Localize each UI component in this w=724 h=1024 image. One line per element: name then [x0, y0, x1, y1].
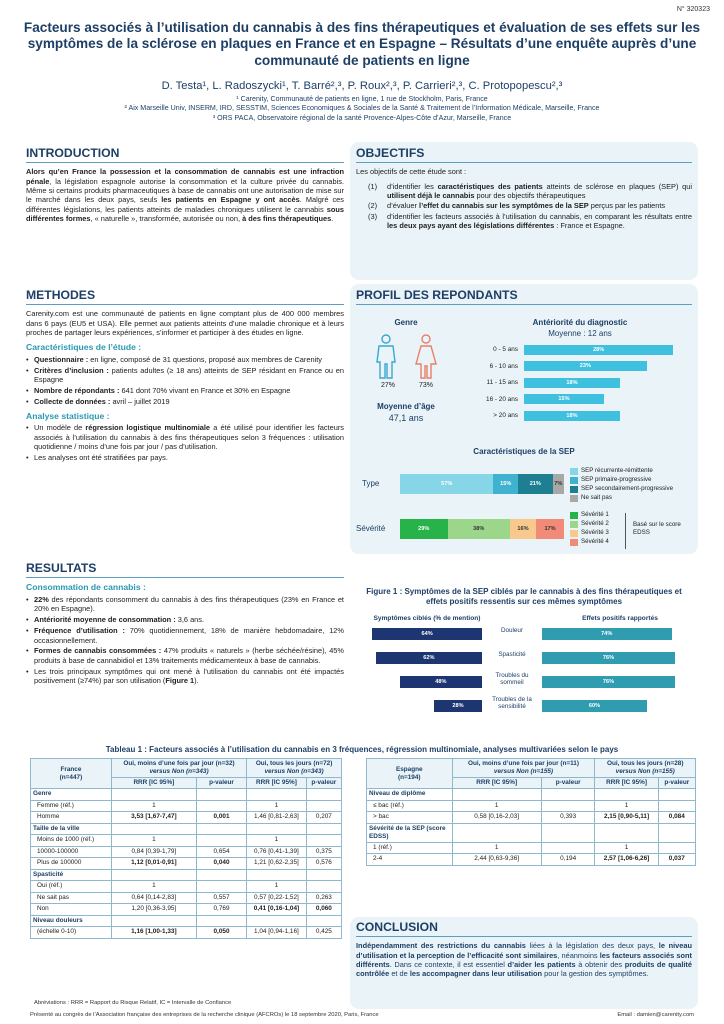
- table-row: [31, 858, 342, 870]
- table-cell: 0,654: [196, 846, 246, 858]
- resultats-list: [26, 595, 344, 686]
- objectifs-list: [356, 182, 692, 231]
- table-row-label: Homme: [31, 812, 112, 824]
- list-item: • 22% des répondants consomment du cannabis à des fins thérapeutiques (23% en France et 20% en Espagne).: [26, 595, 344, 614]
- tick-label: 11 - 15 ans: [486, 379, 518, 386]
- bar-effets: 60%: [542, 700, 647, 712]
- introduction-heading: INTRODUCTION: [26, 146, 344, 163]
- table-cell: 0,084: [658, 812, 695, 824]
- table-row: [31, 904, 342, 916]
- legend-label: Sévérité 1: [581, 511, 609, 518]
- tick-label: 0 - 5 ans: [493, 346, 518, 353]
- list-item: • Les analyses ont été stratifiées par pays.: [26, 453, 344, 462]
- table-cell: [196, 835, 246, 847]
- table-row-label: 2-4: [367, 854, 453, 866]
- table-row-label: Femme (réf.): [31, 800, 112, 812]
- poster-number: N° 320323: [676, 6, 710, 13]
- table-header-country: Espagne (n=194): [367, 759, 453, 789]
- gender-figures: [366, 334, 452, 380]
- table-group-label: Niveau douleurs: [31, 915, 112, 927]
- figure1-left-title: Symptômes ciblés (% de mention): [373, 615, 481, 622]
- male-icon: [377, 335, 395, 378]
- legend-swatch: [570, 539, 578, 546]
- footer-email: Email : damien@carenity.com: [617, 1012, 694, 1018]
- anteriorite-title: Antériorité du diagnostic: [532, 318, 628, 327]
- female-icon: [416, 335, 436, 378]
- age-label: Moyenne d’âge: [377, 402, 435, 411]
- age-value: 47,1 ans: [388, 413, 424, 423]
- objectifs-lead: Les objectifs de cette étude sont :: [356, 167, 467, 177]
- figure1-right-title: Effets positifs rapportés: [582, 615, 658, 622]
- table-row: [367, 800, 696, 812]
- table-cell: [196, 869, 246, 881]
- legend-swatch: [570, 477, 578, 484]
- table-row-label: Oui (réf.): [31, 881, 112, 893]
- table-cell: 1: [111, 835, 196, 847]
- table-subheader: RRR [IC 95%]: [595, 778, 658, 789]
- stacked-segment: 16%: [510, 519, 536, 539]
- affiliations: [20, 95, 704, 123]
- table-subheader: p-valeur: [541, 778, 595, 789]
- stacked-segment: 38%: [448, 519, 510, 539]
- table-row-label: 10000-100000: [31, 846, 112, 858]
- legend-entry: [570, 520, 630, 528]
- table-cell: [111, 915, 196, 927]
- consommation-subheading: Consommation de cannabis :: [26, 582, 146, 593]
- table-cell: 0,58 [0,16-2,03]: [452, 812, 541, 824]
- legend-label: SEP secondairement-progressive: [581, 485, 674, 492]
- legend-label: SEP récurrente-rémittente: [581, 467, 653, 474]
- legend-label: Sévérité 2: [581, 520, 609, 527]
- table-cell: 0,375: [306, 846, 341, 858]
- table-cell: [595, 823, 658, 842]
- resultats-heading: RESULTATS: [26, 561, 344, 578]
- introduction-text: Alors qu’en France la possession et la consommation de cannabis est une infraction pénale, la législation espagnole autorise la consommation et la culture privée du cannabis. Même si certains produits pharmaceutiques à base de cannabis ont une autorisation de mise sur le marché dans les deux pays, seuls les patients en Espagne y ont accès. Malgré ces différentes législations, les patients atteints de maladies chroniques utilisent le cannabis sous différentes formes, « naturelle », transformée, autorisée ou non, à des fins thérapeutiques.: [26, 167, 344, 224]
- table-row: [31, 892, 342, 904]
- table-row-label: Ne sait pas: [31, 892, 112, 904]
- bar: 15%: [524, 394, 604, 404]
- list-item: • Collecte de données : avril – juillet 2019: [26, 397, 344, 406]
- severite-label: Sévérité: [356, 524, 386, 533]
- profil-heading: PROFIL DES REPONDANTS: [356, 288, 692, 305]
- table-cell: 0,41 [0,16-1,04]: [247, 904, 307, 916]
- figure1-chart: [356, 626, 696, 724]
- espagne-table-wrap: [366, 758, 696, 866]
- table-cell: 0,040: [196, 858, 246, 870]
- table-cell: [196, 881, 246, 893]
- table-caption: Tableau 1 : Facteurs associés à l’utilisation du cannabis en 3 fréquences, régression multinomiale, analyses multivariées selon le pays: [105, 745, 619, 754]
- table-cell: 1,16 [1,00-1,33]: [111, 927, 196, 939]
- table-header-group: [111, 759, 246, 778]
- objectifs-heading: OBJECTIFS: [356, 146, 692, 163]
- table-row: [31, 915, 342, 927]
- type-label: Type: [362, 479, 380, 488]
- table-cell: [541, 842, 595, 854]
- table-cell: 1: [595, 800, 658, 812]
- table-group-label: Niveau de diplôme: [367, 789, 453, 801]
- table-cell: [111, 789, 196, 801]
- list-item: • Questionnaire : en ligne, composé de 31 questions, proposé aux membres de Carenity: [26, 355, 344, 364]
- table-cell: 2,15 [0,90-5,11]: [595, 812, 658, 824]
- table-cell: 0,557: [196, 892, 246, 904]
- list-item: • Formes de cannabis consommées : 47% produits « naturels » (herbe séchée/résine), 45% produits à base de cannabidiol et 13% traitements médicamenteux à base de cannabis.: [26, 646, 344, 665]
- tick-label: > 20 ans: [493, 412, 518, 419]
- methodes-heading: METHODES: [26, 288, 344, 305]
- list-item: • Un modèle de régression logistique multinomiale a été utilisé pour identifier les facteurs associés à l’utilisation du cannabis à des fins thérapeutiques selon 3 fréquences : utilisation quotidienne / moins d’une fois par jour / pas d’utilisation.: [26, 423, 344, 451]
- severite-legend: [570, 511, 630, 547]
- objectif-item: (3) d’identifier les facteurs associés à l’utilisation du cannabis, en comparant les résultats entre les deux pays ayant des législations différentes : France et Espagne.: [368, 211, 692, 231]
- table-row-label: ≤ bac (réf.): [367, 800, 453, 812]
- table-row-label: > bac: [367, 812, 453, 824]
- table-row: [31, 823, 342, 835]
- severite-bracket: [625, 513, 626, 549]
- table-cell: [658, 800, 695, 812]
- type-stacked-bar: [400, 474, 564, 494]
- table-cell: 1,12 [0,01-0,91]: [111, 858, 196, 870]
- table-row: [31, 881, 342, 893]
- female-percent: 73%: [418, 382, 433, 389]
- versus-label: versus Non (n=343): [149, 768, 209, 775]
- carac-title: Caractéristiques de la SEP: [473, 447, 575, 456]
- table-cell: 1: [247, 881, 307, 893]
- anteriorite-chart: [462, 344, 698, 428]
- table-cell: [247, 915, 307, 927]
- table-cell: 0,060: [306, 904, 341, 916]
- table-cell: 1: [111, 881, 196, 893]
- table-row-label: 1 (réf.): [367, 842, 453, 854]
- group-label: Oui, tous les jours (n=28): [606, 760, 684, 767]
- table-cell: [111, 869, 196, 881]
- bar: 18%: [524, 411, 620, 421]
- table-row: [367, 823, 696, 842]
- table-group-label: Sévérité de la SEP (score EDSS): [367, 823, 453, 842]
- table-cell: [196, 823, 246, 835]
- authors: D. Testa¹, L. Radoszycki¹, T. Barré²,³, P. Roux²,³, P. Carrieri²,³, C. Protopopescu²,³: [161, 80, 563, 92]
- etude-subheading: Caractéristiques de l’étude :: [26, 342, 142, 353]
- table-row: [31, 812, 342, 824]
- bar: 18%: [524, 378, 620, 388]
- legend-entry: [570, 529, 630, 537]
- stacked-segment: 15%: [493, 474, 518, 494]
- legend-swatch: [570, 521, 578, 528]
- bar-effets: 74%: [542, 628, 672, 640]
- table-cell: 0,769: [196, 904, 246, 916]
- bar-symptomes: 48%: [400, 676, 482, 688]
- legend-label: Sévérité 3: [581, 529, 609, 536]
- analyse-subheading: Analyse statistique :: [26, 410, 110, 421]
- table-row: [367, 842, 696, 854]
- table-row: [31, 835, 342, 847]
- table-cell: [658, 823, 695, 842]
- severite-stacked-bar: [400, 519, 564, 539]
- table-cell: 1: [595, 842, 658, 854]
- versus-label: versus Non (n=155): [615, 768, 675, 775]
- table-cell: 0,393: [541, 812, 595, 824]
- table-cell: [452, 823, 541, 842]
- tick-label: 6 - 10 ans: [489, 362, 518, 370]
- objectifs-section: [356, 146, 692, 232]
- table-row-label: Moins de 1000 (réf.): [31, 835, 112, 847]
- legend-label: Ne sait pas: [581, 494, 612, 501]
- legend-entry: [570, 476, 698, 484]
- stacked-segment: 29%: [400, 519, 448, 539]
- bar-symptomes: 64%: [372, 628, 482, 640]
- affiliation-3: ³ ORS PACA, Observatoire régional de la santé Provence-Alpes-Côte d’Azur, Marseille, France: [212, 113, 512, 122]
- methodes-section: [26, 288, 344, 464]
- table-row: [31, 846, 342, 858]
- table-cell: [196, 800, 246, 812]
- analyse-list: [26, 423, 344, 462]
- table-cell: [196, 789, 246, 801]
- figure1-caption: Figure 1 : Symptômes de la SEP ciblés par le cannabis à des fins thérapeutiques et effets positifs ressentis sur ces mêmes symptômes: [366, 587, 682, 606]
- table-cell: 0,263: [306, 892, 341, 904]
- footer-left: Présenté au congrès de l’Association française des entreprises de la recherche clinique (AFCROs) le 18 septembre 2020, Paris, France: [30, 1012, 379, 1018]
- table-cell: 0,76 [0,41-1,39]: [247, 846, 307, 858]
- table-cell: 0,194: [541, 854, 595, 866]
- tick-label: 16 - 20 ans: [486, 395, 518, 403]
- abbreviations: Abréviations : RRR = Rapport du Risque Relatif, IC = Intervalle de Confiance: [34, 1000, 232, 1006]
- table-cell: [306, 915, 341, 927]
- objectif-item: (1) d’identifier les caractéristiques des patients atteints de sclérose en plaques (SEP) qui utilisent déjà le cannabis pour des objectifs thérapeutiques: [368, 181, 692, 201]
- table-row: [31, 927, 342, 939]
- table-cell: 1: [247, 800, 307, 812]
- table-cell: 0,576: [306, 858, 341, 870]
- table-cell: 0,050: [196, 927, 246, 939]
- resultats-section: [26, 561, 344, 687]
- stacked-segment: 17%: [536, 519, 564, 539]
- table-subheader: RRR [IC 95%]: [452, 778, 541, 789]
- table-cell: [541, 823, 595, 842]
- stacked-segment: 21%: [518, 474, 552, 494]
- table-cell: [306, 835, 341, 847]
- legend-label: Sévérité 4: [581, 538, 609, 545]
- versus-label: versus Non (n=343): [264, 768, 324, 775]
- table-row-label: (échelle 0-10): [31, 927, 112, 939]
- table-cell: [541, 800, 595, 812]
- conclusion-heading: CONCLUSION: [356, 920, 692, 937]
- table-cell: 0,001: [196, 812, 246, 824]
- table-row-label: Plus de 100000: [31, 858, 112, 870]
- legend-swatch: [570, 495, 578, 502]
- bar-symptomes: 62%: [376, 652, 482, 664]
- table-subheader: RRR [IC 95%]: [247, 778, 307, 789]
- list-item: • Les trois principaux symptômes qui ont mené à l’utilisation du cannabis ont été impactés positivement (≥74%) par son utilisation (Figure 1).: [26, 667, 344, 686]
- introduction-section: [26, 146, 344, 224]
- legend-swatch: [570, 468, 578, 475]
- etude-list: [26, 355, 344, 406]
- table-cell: 1,21 [0,62-2,35]: [247, 858, 307, 870]
- bar-effets: 76%: [542, 652, 675, 664]
- stacked-segment: 57%: [400, 474, 493, 494]
- table-cell: [306, 789, 341, 801]
- legend-label: SEP primaire-progressive: [581, 476, 652, 483]
- table-row-label: Non: [31, 904, 112, 916]
- table-cell: 0,037: [658, 854, 695, 866]
- legend-entry: [570, 538, 630, 546]
- table-subheader: p-valeur: [658, 778, 695, 789]
- table-row: [367, 854, 696, 866]
- table-header-group: [452, 759, 595, 778]
- table-cell: 0,425: [306, 927, 341, 939]
- table-cell: 1: [111, 800, 196, 812]
- table-cell: [247, 869, 307, 881]
- table-cell: 1,04 [0,94-1,16]: [247, 927, 307, 939]
- category-label: Troubles du sommeil: [495, 672, 529, 686]
- stacked-segment: 7%: [553, 474, 564, 494]
- table-row: [31, 869, 342, 881]
- table-row: [31, 800, 342, 812]
- table-subheader: p-valeur: [306, 778, 341, 789]
- type-legend: [570, 467, 698, 503]
- group-label: Oui, tous les jours (n=72): [255, 760, 333, 767]
- table-cell: 1,46 [0,81-2,63]: [247, 812, 307, 824]
- bar-effets: 76%: [542, 676, 675, 688]
- bar: 23%: [524, 361, 647, 371]
- affiliation-1: ¹ Carenity, Communauté de patients en ligne, 1 rue de Stockholm, Paris, France: [236, 95, 488, 103]
- table-cell: [541, 789, 595, 801]
- table-cell: [658, 789, 695, 801]
- table-subheader: RRR [IC 95%]: [111, 778, 196, 789]
- group-label: Oui, moins d’une fois par jour (n=32): [123, 760, 235, 767]
- bar: 28%: [524, 345, 673, 355]
- category-label: Troubles de la sensibilité: [492, 696, 532, 710]
- methodes-text: Carenity.com est une communauté de patients en ligne comptant plus de 400 000 membres dans 6 pays (EU5 et USA). Elle permet aux patients atteints d’une maladie chronique et à leurs proches de partager leurs expériences, s’informer et participer à des études en ligne.: [26, 309, 344, 338]
- table-cell: [658, 842, 695, 854]
- list-item: • Critères d’inclusion : patients adultes (≥ 18 ans) atteints de SEP résidant en France ou en Espagne: [26, 366, 344, 385]
- list-item: • Antériorité moyenne de consommation : 3,6 ans.: [26, 615, 344, 624]
- table-header-group: [247, 759, 342, 778]
- table-cell: [306, 869, 341, 881]
- legend-entry: [570, 511, 630, 519]
- conclusion-section: [356, 920, 692, 979]
- table-cell: 3,53 [1,67-7,47]: [111, 812, 196, 824]
- table-cell: 2,57 [1,06-6,26]: [595, 854, 658, 866]
- table-row: [367, 789, 696, 801]
- list-item: • Nombre de répondants : 641 dont 70% vivant en France et 30% en Espagne: [26, 386, 344, 395]
- table-cell: [306, 800, 341, 812]
- legend-entry: [570, 485, 698, 493]
- table-cell: 1: [247, 835, 307, 847]
- legend-swatch: [570, 512, 578, 519]
- table-cell: [595, 789, 658, 801]
- table-cell: 0,207: [306, 812, 341, 824]
- versus-label: versus Non (n=155): [493, 768, 554, 775]
- table-subheader: p-valeur: [196, 778, 246, 789]
- genre-title: Genre: [394, 318, 418, 327]
- legend-swatch: [570, 530, 578, 537]
- group-label: Oui, moins d’une fois par jour (n=11): [468, 760, 579, 767]
- anteriorite-subtitle: Moyenne : 12 ans: [548, 329, 612, 338]
- table-header-group: [595, 759, 696, 778]
- table-header-country: France (n=447): [31, 759, 112, 789]
- male-percent: 27%: [380, 382, 395, 389]
- legend-entry: [570, 467, 698, 475]
- table-cell: 0,84 [0,39-1,79]: [111, 846, 196, 858]
- objectif-item: (2) d’évaluer l’effet du cannabis sur les symptômes de la SEP perçus par les patients: [368, 201, 666, 211]
- table-row: [367, 812, 696, 824]
- table-cell: [247, 789, 307, 801]
- poster-title: Facteurs associés à l’utilisation du cannabis à des fins thérapeutiques et évaluation de ses effets sur les symptômes de la sclérose en plaques en France et en Espagne – Résultats d’une enquête auprès d’une communauté de patients en ligne: [23, 20, 701, 68]
- legend-entry: [570, 494, 698, 502]
- table-cell: 1,20 [0,36-3,95]: [111, 904, 196, 916]
- table-cell: [306, 881, 341, 893]
- conclusion-text: Indépendamment des restrictions du cannabis liées à la législation des deux pays, le niveau d’utilisation et la perception de l’efficacité sont similaires, néanmoins les facteurs associés sont différents. Dans ce contexte, il est essentiel d’aider les patients à obtenir des produits de qualité contrôlée et de les accompagner dans leur utilisation pour la gestion des symptômes.: [356, 941, 693, 979]
- table-cell: 1: [452, 842, 541, 854]
- table-cell: [247, 823, 307, 835]
- legend-swatch: [570, 486, 578, 493]
- table-group-label: Taille de la ville: [31, 823, 112, 835]
- france-table: [30, 758, 342, 939]
- table-cell: [452, 789, 541, 801]
- category-label: Spasticité: [498, 651, 526, 658]
- table-group-label: Genre: [31, 789, 112, 801]
- table-group-label: Spasticité: [31, 869, 112, 881]
- table-cell: [111, 823, 196, 835]
- profil-heading-wrap: [356, 288, 692, 305]
- category-label: Douleur: [500, 627, 524, 634]
- table-cell: 2,44 [0,63-9,36]: [452, 854, 541, 866]
- edss-note: Basé sur le score EDSS: [633, 521, 681, 536]
- france-table-wrap: [30, 758, 342, 939]
- affiliation-2: ² Aix Marseille Univ, INSERM, IRD, SESSTIM, Sciences Economiques & Sociales de la Santé & Traitement de l’Information Médicale, Marseille, France: [124, 104, 600, 113]
- table-cell: 1: [452, 800, 541, 812]
- table-cell: 0,57 [0,22-1,52]: [247, 892, 307, 904]
- table-cell: [196, 915, 246, 927]
- espagne-table: [366, 758, 696, 866]
- table-row: [31, 789, 342, 801]
- table-cell: [306, 823, 341, 835]
- bar-symptomes: 28%: [434, 700, 482, 712]
- table-cell: 0,64 [0,14-2,83]: [111, 892, 196, 904]
- list-item: • Fréquence d’utilisation : 70% quotidiennement, 18% de manière hebdomadaire, 12% occasionnellement.: [26, 626, 344, 645]
